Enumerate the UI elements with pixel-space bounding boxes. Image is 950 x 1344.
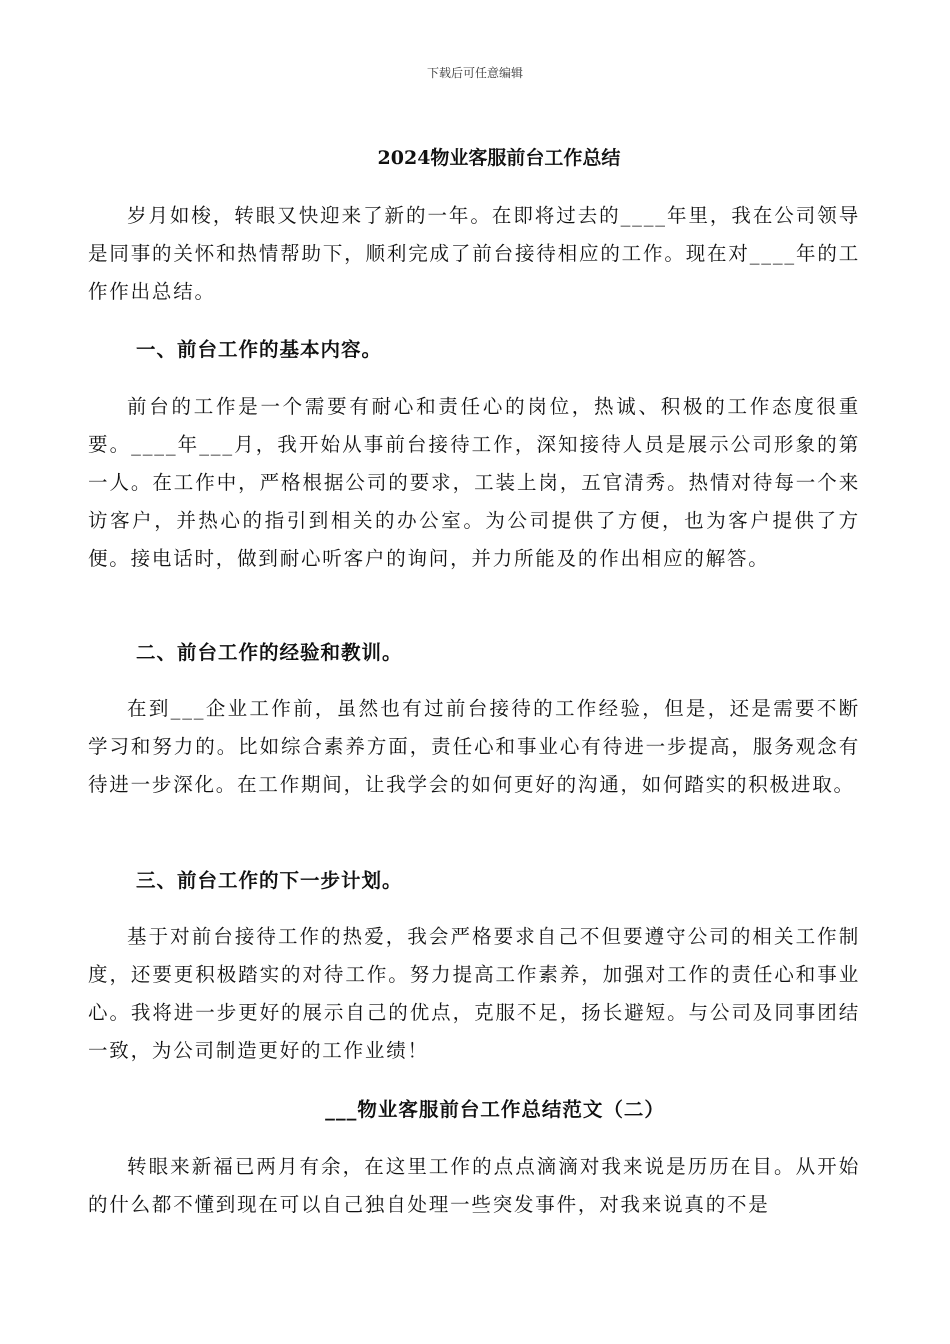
section-heading-3: 三、前台工作的下一步计划。	[136, 869, 403, 892]
section-paragraph-1: 前台的工作是一个需要有耐心和责任心的岗位，热诚、积极的工作态度很重要。____年___月，我开始从事前台接待工作，深知接待人员是展示公司形象的第一人。在工作中，严格根据公司的要求，工装上岗，五官清秀。热情对待每一个来访客户，并热心的指引到相关的办公室。为公司提供了方便，也为客户提供了方便。接电话时，做到耐心听客户的询问，并力所能及的作出相应的解答。	[88, 395, 860, 570]
subtitle: ___物业客服前台工作总结范文（二）	[325, 1098, 665, 1121]
section-paragraph-3: 基于对前台接待工作的热爱，我会严格要求自己不但要遵守公司的相关工作制度，还要更积极踏实的对待工作。努力提高工作素养，加强对工作的责任心和事业心。我将进一步更好的展示自己的优点，克服不足，扬长避短。与公司及同事团结一致，为公司制造更好的工作业绩！	[88, 925, 860, 1062]
section-heading-1: 一、前台工作的基本内容。	[136, 338, 383, 361]
closing-paragraph: 转眼来新福已两月有余，在这里工作的点点滴滴对我来说是历历在目。从开始的什么都不懂到现在可以自己独自处理一些突发事件，对我来说真的不是	[88, 1155, 860, 1216]
intro-paragraph: 岁月如梭，转眼又快迎来了新的一年。在即将过去的____年里，我在公司领导是同事的关怀和热情帮助下，顺利完成了前台接待相应的工作。现在对____年的工作作出总结。	[88, 204, 860, 303]
header-note: 下载后可任意编辑	[426, 66, 523, 80]
document-title: 2024物业客服前台工作总结	[377, 147, 621, 169]
section-paragraph-2: 在到___企业工作前，虽然也有过前台接待的工作经验，但是，还是需要不断学习和努力的。比如综合素养方面，责任心和事业心有待进一步提高，服务观念有待进一步深化。在工作期间，让我学会的如何更好的沟通，如何踏实的积极进取。	[88, 697, 860, 796]
section-heading-2: 二、前台工作的经验和教训。	[136, 641, 403, 664]
